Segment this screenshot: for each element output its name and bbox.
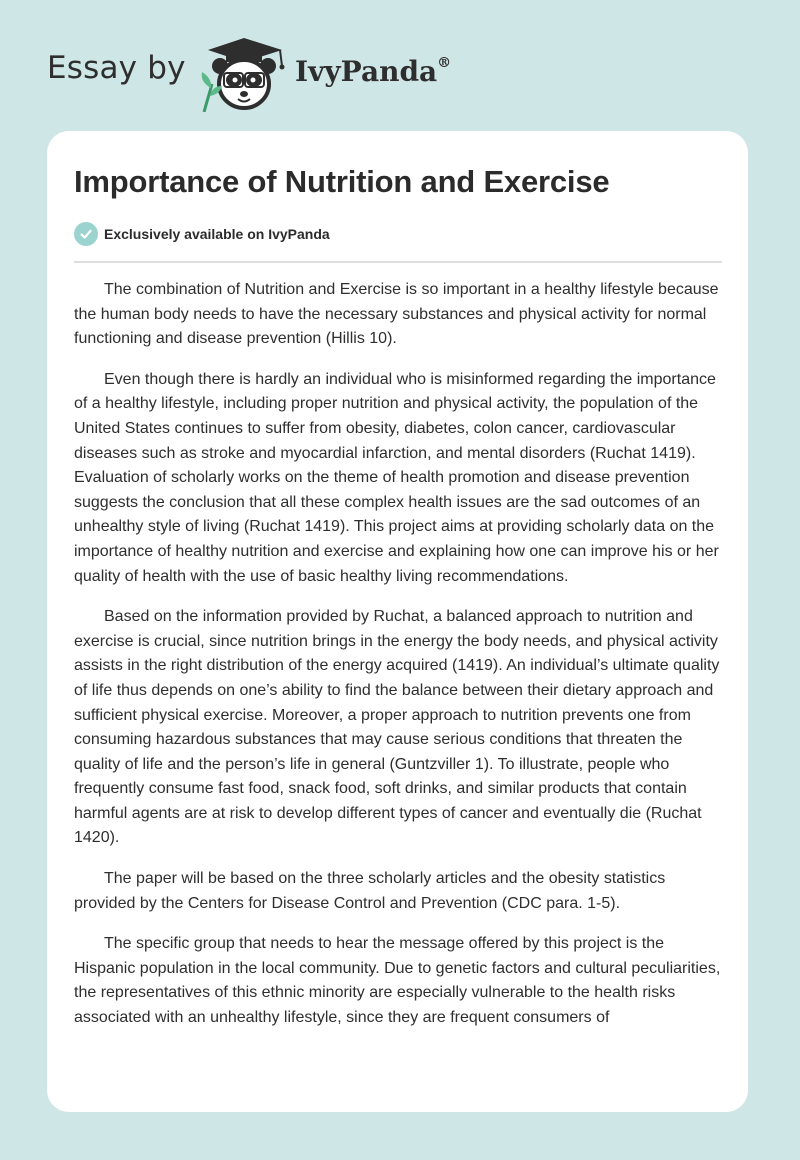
paragraph-5: The specific group that needs to hear the message offered by this project is the Hispanic population in the local community. Due to genetic factors and cultural peculiarities, the representatives of this ethnic minority are especially vulnerable to the health risks associated with an unhealthy lifestyle, since they are frequent consumers of: [74, 935, 721, 1027]
brand-prefix: Essay by: [47, 50, 186, 86]
site-header: [0, 0, 800, 130]
check-icon: [74, 222, 98, 246]
panda-logo-icon[interactable]: [198, 36, 290, 112]
paragraph-2: Even though there is hardly an individual who is misinformed regarding the importance of a healthy lifestyle, including proper nutrition and physical activity, the population of the United States continues to suffer from obesity, diabetes, colon cancer, cardiovascular diseases such as stroke and myocardial infarction, and mental disorders (Ruchat 1419). Evaluation of scholarly works on the theme of health promotion and disease prevention suggests the conclusion that all these complex health issues are the sad outcomes of an unhealthy style of living (Ruchat 1419). This project aims at providing scholarly data on the importance of healthy nutrition and exercise and explaining how one can improve his or her quality of health with the use of basic healthy living recommendations.: [74, 370, 719, 585]
exclusive-badge: [74, 222, 330, 246]
registered-mark: ®: [437, 54, 452, 71]
page-title: Importance of Nutrition and Exercise: [74, 164, 610, 199]
divider: [74, 261, 722, 263]
paragraph-3: Based on the information provided by Ruchat, a balanced approach to nutrition and exercise is crucial, since nutrition brings in the energy the body needs, and physical activity assists in the right distribution of the energy acquired (1419). An individual’s ultimate quality of life thus depends on one’s ability to find the balance between their dietary approach and sufficient physical exercise. Moreover, a proper approach to nutrition prevents one from consuming hazardous substances that may cause serious conditions that threaten the quality of life and the person’s life in general (Guntzviller 1). To illustrate, people who frequently consume fast food, snack food, soft drinks, and similar products that contain harmful agents are at risk to develop different types of cancer and eventually die (Ruchat 1420).: [74, 608, 720, 847]
paragraph-4: The paper will be based on the three scholarly articles and the obesity statistics provided by the Centers for Disease Control and Prevention (CDC para. 1-5).: [74, 870, 666, 912]
exclusive-label: Exclusively available on IvyPanda: [104, 226, 330, 242]
brand-name[interactable]: IvyPanda®: [295, 54, 452, 88]
essay-card: [47, 131, 748, 1112]
essay-body: [74, 278, 724, 1047]
paragraph-1: The combination of Nutrition and Exercise is so important in a healthy lifestyle because the human body needs to have the necessary substances and physical activity for normal functioning and disease prevention (Hillis 10).: [74, 281, 719, 348]
